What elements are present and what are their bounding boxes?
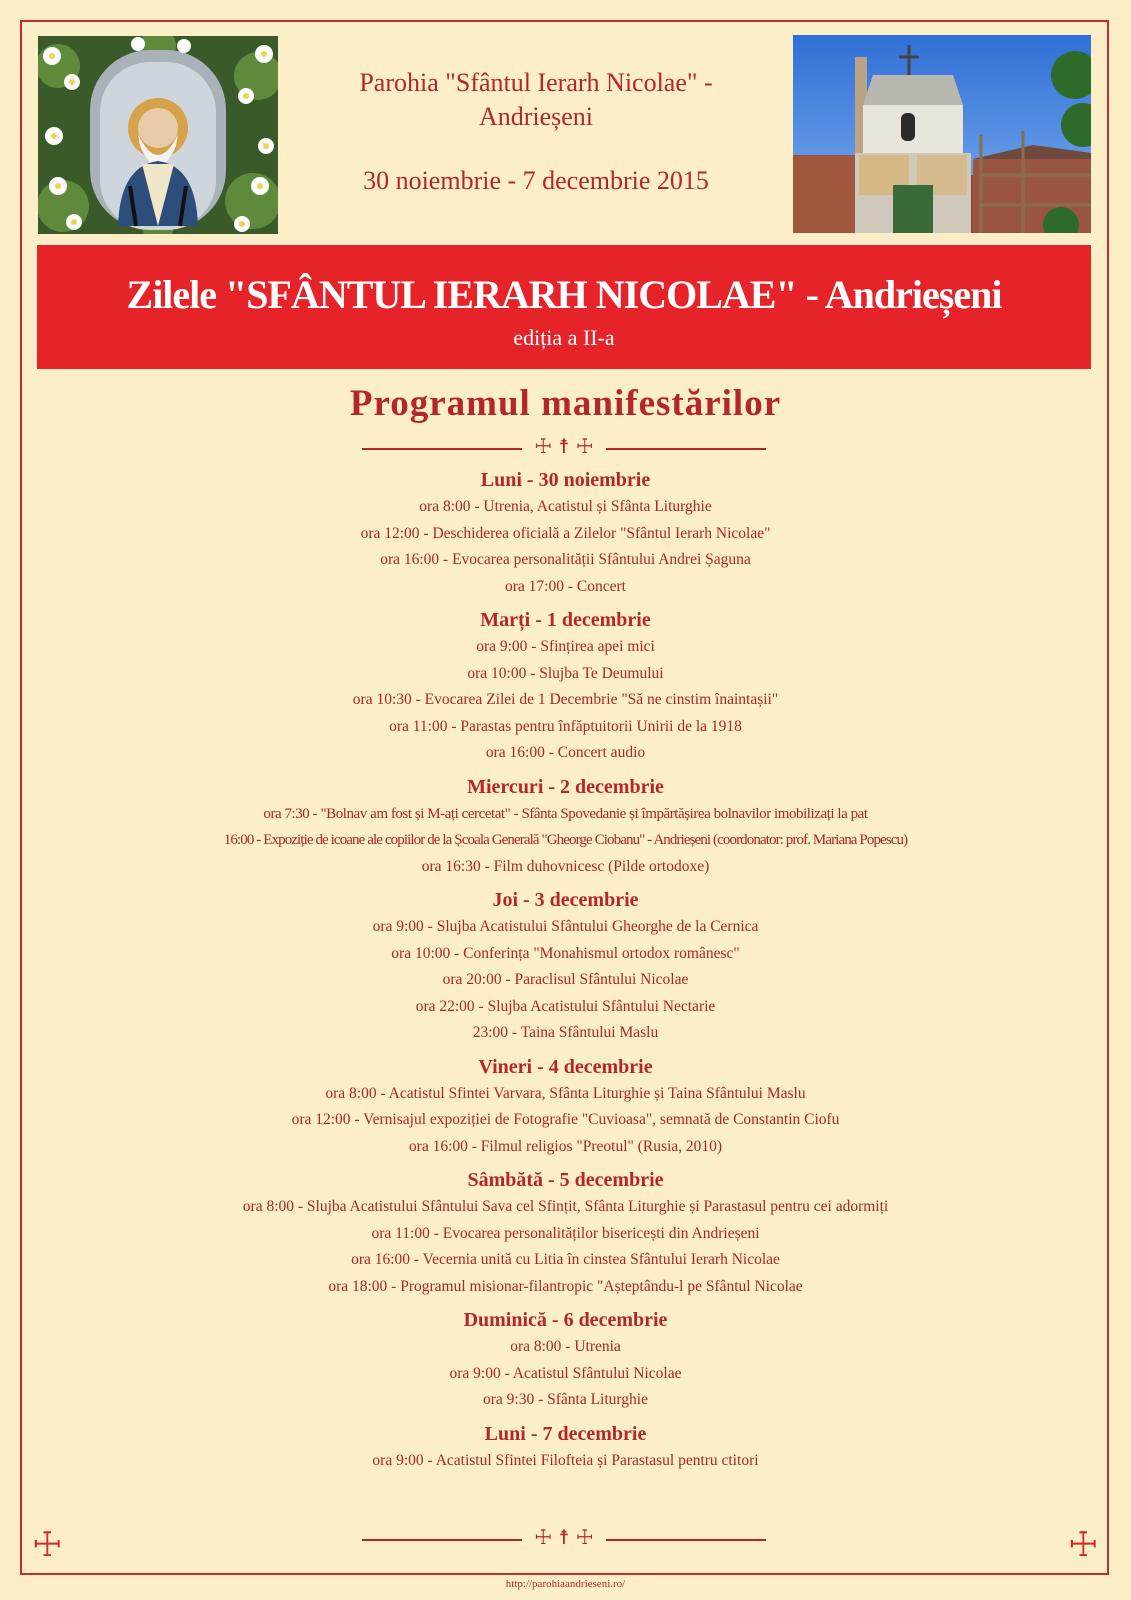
event-item: ora 8:00 - Utrenia, Acatistul și Sfânta Liturghie (419, 498, 712, 515)
footer-url-link[interactable]: http://parohiaandrieseni.ro/ (505, 1578, 626, 1590)
day-title: Vineri - 4 decembrie (478, 1055, 653, 1078)
divider-cross-icon: ☩ ☨ ☩ (534, 434, 594, 458)
day-block (0, 1053, 1131, 1161)
program-title: Programul manifestărilor (349, 383, 782, 424)
corner-cross-icon: ☩ (1068, 1525, 1099, 1565)
day-block (0, 1420, 1131, 1475)
corner-cross-icon: ☩ (32, 1525, 63, 1565)
banner-title: Zilele "SFÂNTUL IERARH NICOLAE" - Andrieșeni (126, 272, 1002, 317)
event-item: ora 9:00 - Acatistul Sfântului Nicolae (449, 1364, 682, 1382)
day-block (0, 773, 1131, 881)
schedule (0, 466, 1131, 1480)
parish-name-line1: Parohia "Sfântul Ierarh Nicolae" - (359, 68, 713, 97)
top-divider (362, 436, 766, 460)
event-item: ora 11:00 - Evocarea personalităților bisericești din Andrieșeni (371, 1224, 760, 1242)
event-item: ora 12:00 - Deschiderea oficială a Zilelor "Sfântul Ierarh Nicolae" (360, 524, 771, 542)
event-item: 23:00 - Taina Sfântului Maslu (472, 1024, 659, 1041)
event-item: ora 16:00 - Filmul religios "Preotul" (Rusia, 2010) (408, 1137, 723, 1155)
event-item: ora 7:30 - "Bolnav am fost și M-ați cercetat" - Sfânta Spovedanie și împărtășirea bolnavilor imobilizați la pat (263, 805, 868, 822)
event-item: ora 16:00 - Vecernia unită cu Litia în cinstea Sfântului Ierarh Nicolae (351, 1251, 780, 1268)
day-title: Luni - 7 decembrie (484, 1422, 647, 1445)
day-title: Marți - 1 decembrie (480, 609, 651, 631)
event-item: ora 8:00 - Slujba Acatistului Sfântului Sava cel Sfințit, Sfânta Liturghie și Parastasul pentru cei adormiți (242, 1198, 889, 1215)
event-item: ora 10:00 - Conferința "Monahismul ortodox românesc" (391, 944, 740, 962)
event-item: ora 17:00 - Concert (505, 577, 626, 595)
banner-edition: ediția a II-a (513, 325, 615, 350)
event-item: ora 9:00 - Sfințirea apei mici (476, 638, 655, 655)
event-item: ora 18:00 - Programul misionar-filantropic "Așteptându-l pe Sfântul Nicolae (328, 1277, 803, 1295)
saint-nicholas-icon-photo (38, 36, 278, 234)
divider-line-left (362, 1539, 522, 1541)
day-title: Miercuri - 2 decembrie (467, 775, 664, 798)
day-title: Sâmbătă - 5 decembrie (467, 1169, 664, 1191)
church-photo (793, 35, 1091, 233)
day-title: Duminică - 6 decembrie (463, 1309, 668, 1331)
header (280, 66, 792, 198)
event-item: ora 9:00 - Slujba Acatistului Sfântului Gheorghe de la Cernica (372, 918, 759, 935)
event-item: ora 10:00 - Slujba Te Deumului (467, 664, 664, 682)
event-dates: 30 noiembrie - 7 decembrie 2015 (363, 166, 709, 195)
event-item: ora 10:30 - Evocarea Zilei de 1 Decembrie "Să ne cinstim înaintașii" (352, 691, 779, 708)
day-title: Joi - 3 decembrie (492, 889, 639, 911)
day-block (0, 1306, 1131, 1414)
event-item: ora 11:00 - Parastas pentru înfăptuitorii Unirii de la 1918 (389, 717, 742, 735)
event-item: ora 16:00 - Evocarea personalității Sfântului Andrei Șaguna (380, 551, 751, 568)
day-block (0, 606, 1131, 767)
day-block (0, 1166, 1131, 1300)
parish-name-line2: Andrieșeni (478, 102, 594, 131)
divider-cross-icon: ☩ ☨ ☩ (534, 1525, 594, 1549)
day-title: Luni - 30 noiembrie (480, 469, 651, 491)
event-item: ora 9:30 - Sfânta Liturghie (482, 1391, 648, 1408)
day-block (0, 886, 1131, 1047)
event-item: ora 12:00 - Vernisajul expoziției de Fotografie "Cuvioasa", semnată de Constantin Ciofu (291, 1111, 840, 1128)
event-item: ora 8:00 - Utrenia (510, 1338, 621, 1355)
divider-line-right (606, 448, 766, 450)
divider-line-right (606, 1539, 766, 1541)
event-item: ora 16:30 - Film duhovnicesc (Pilde ortodoxe) (421, 857, 710, 875)
event-item: ora 16:00 - Concert audio (485, 744, 646, 761)
title-banner (37, 245, 1091, 369)
event-item: 16:00 - Expoziție de icoane ale copiilor de la Școala Generală "Gheorge Ciobanu" - Andrieșeni (coordonator: prof. Mariana Popescu) (223, 832, 908, 848)
day-block (0, 466, 1131, 600)
event-item: ora 9:00 - Acatistul Sfintei Filofteia și Parastasul pentru ctitori (372, 1451, 759, 1469)
divider-line-left (362, 448, 522, 450)
event-item: ora 8:00 - Acatistul Sfintei Varvara, Sfânta Liturghie și Taina Sfântului Maslu (325, 1084, 806, 1102)
bottom-divider (362, 1527, 766, 1551)
event-item: ora 20:00 - Paraclisul Sfântului Nicolae (442, 971, 689, 988)
event-item: ora 22:00 - Slujba Acatistului Sfântului Nectarie (415, 997, 716, 1015)
